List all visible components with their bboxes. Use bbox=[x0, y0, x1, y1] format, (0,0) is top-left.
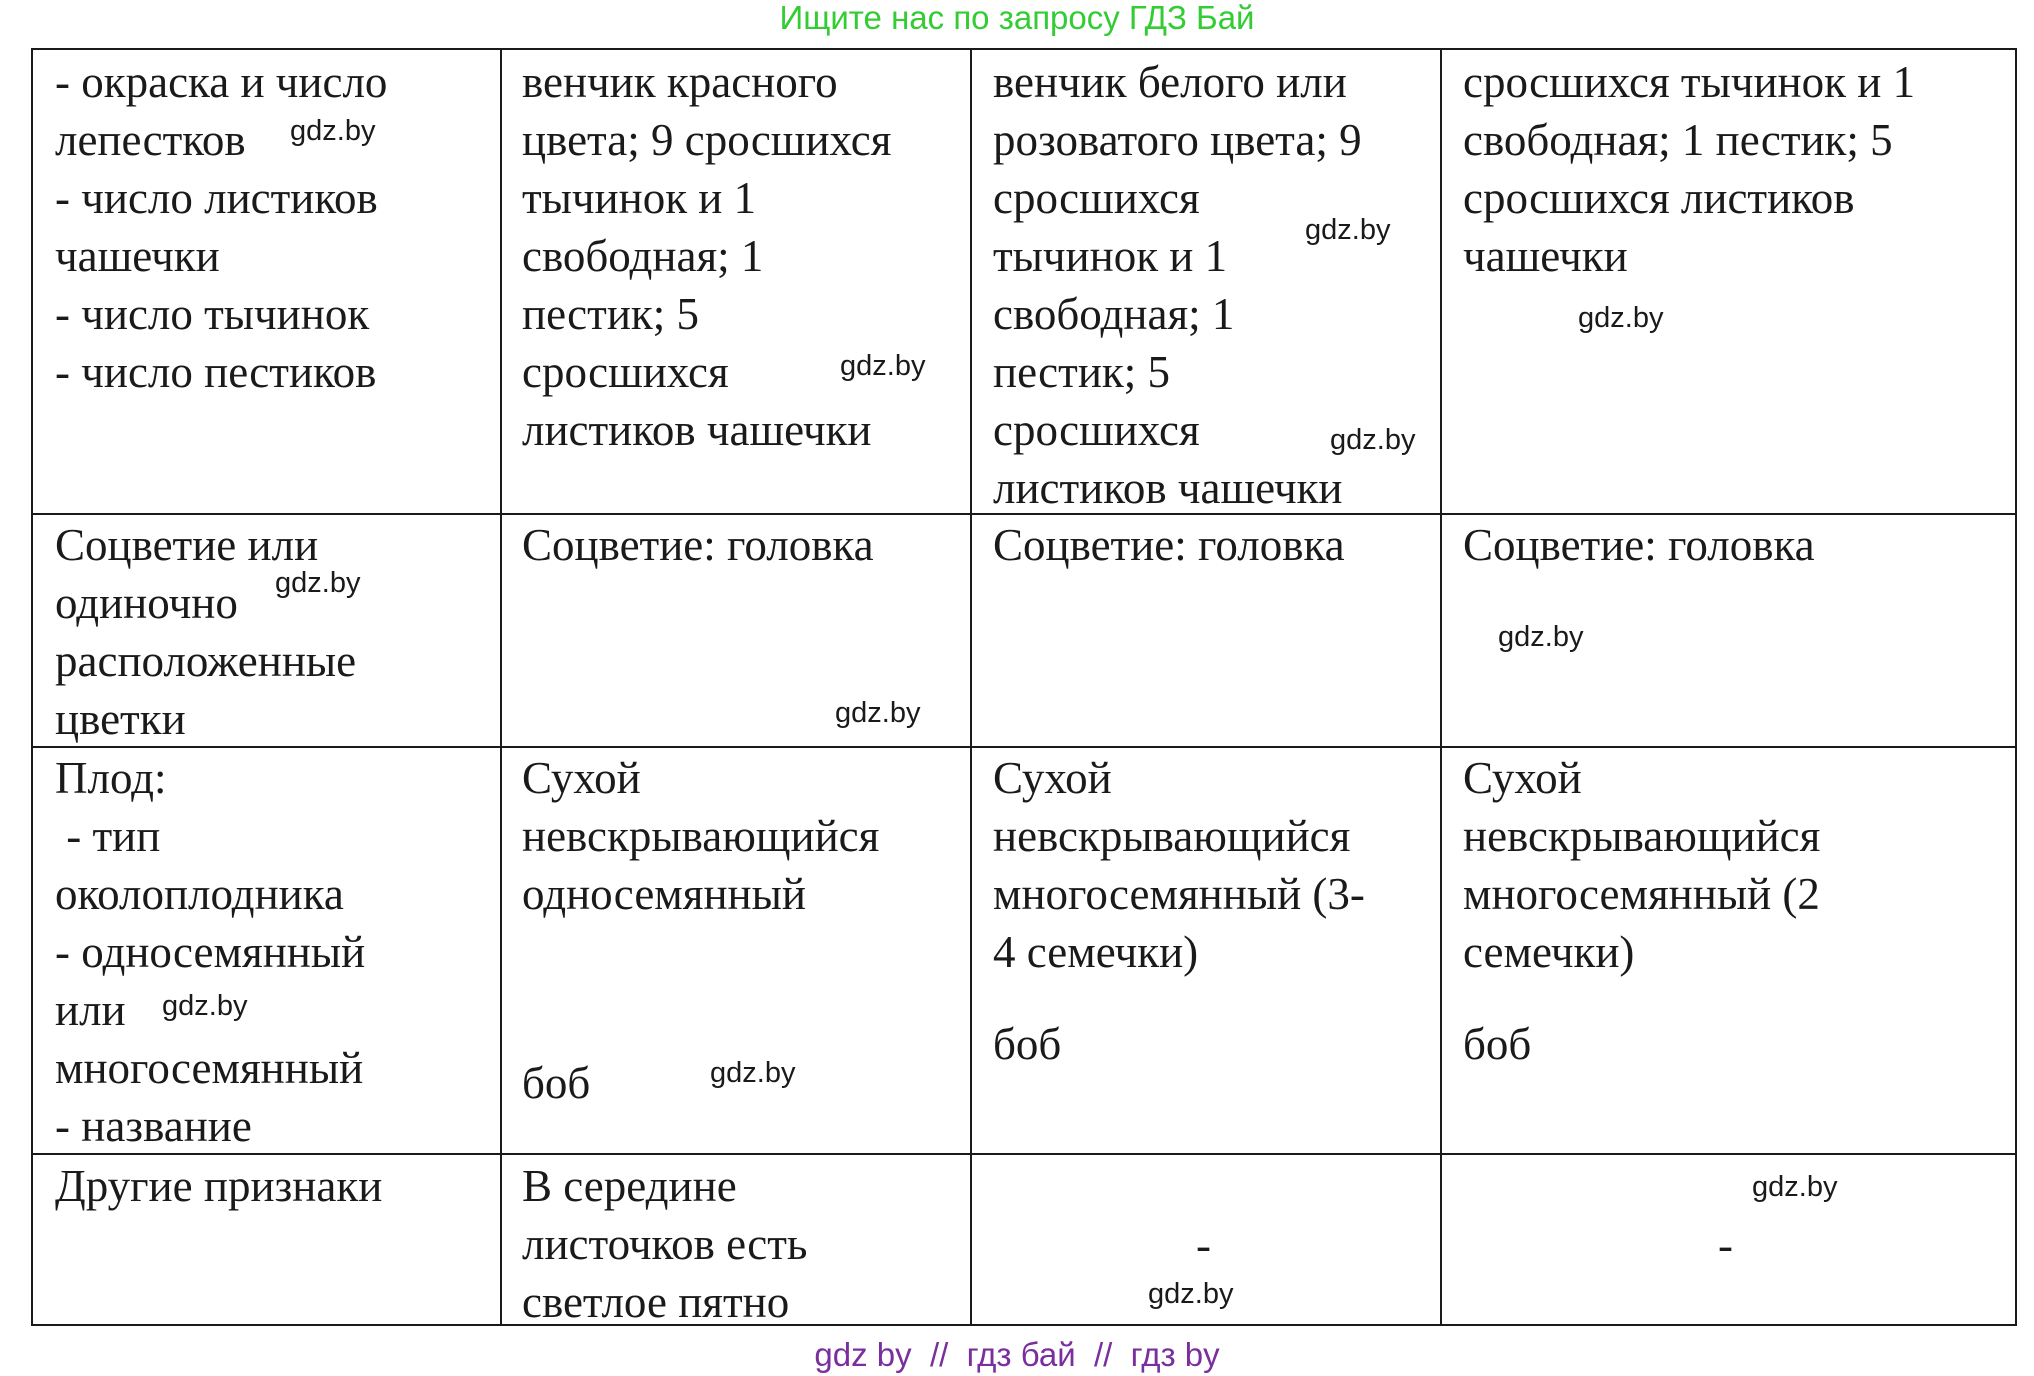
cell-line: околоплодника bbox=[55, 869, 344, 919]
cell-line: листочков есть bbox=[522, 1219, 808, 1269]
table-cell-r2-c1 bbox=[55, 516, 356, 748]
cell-line: тычинок и 1 bbox=[993, 231, 1228, 281]
cell-line: многосемянный bbox=[55, 1043, 364, 1093]
fruit-name: боб bbox=[522, 1058, 591, 1108]
table-cell-r1-c3 bbox=[993, 53, 1362, 517]
table-cell-r3-c2 bbox=[522, 749, 879, 923]
cell-line: - число листиков bbox=[55, 173, 378, 223]
cell-line: - окраска и число bbox=[55, 57, 388, 107]
cell-line: венчик красного bbox=[522, 57, 838, 107]
cell-line: Соцветие или bbox=[55, 520, 319, 570]
cell-line: - название bbox=[55, 1101, 252, 1151]
table-cell-r4-c1 bbox=[55, 1157, 382, 1215]
cell-line: сросшихся bbox=[993, 405, 1200, 455]
cell-line: невскрывающийся bbox=[993, 811, 1351, 861]
watermark: gdz.by bbox=[1330, 424, 1416, 456]
fruit-name: боб bbox=[1463, 1019, 1532, 1069]
watermark: gdz.by bbox=[162, 990, 248, 1022]
table-cell-r1-c4 bbox=[1463, 53, 1915, 285]
cell-line: чашечки bbox=[1463, 231, 1628, 281]
cell-line: Сухой bbox=[522, 753, 641, 803]
footer-links[interactable]: gdz by // гдз бай // гдз by bbox=[814, 1336, 1220, 1373]
cell-line: Сухой bbox=[1463, 753, 1582, 803]
cell-line: многосемянный (3- bbox=[993, 869, 1365, 919]
cell-line: невскрывающийся bbox=[522, 811, 880, 861]
cell-line: цвета; 9 сросшихся bbox=[522, 115, 892, 165]
table-cell-r1-c1 bbox=[55, 53, 387, 401]
cell-line: Плод: bbox=[55, 753, 167, 803]
cell-line: лепестков bbox=[55, 115, 246, 165]
cell-line: односемянный bbox=[522, 869, 806, 919]
cell-line: розоватого цвета; 9 bbox=[993, 115, 1362, 165]
watermark: gdz.by bbox=[835, 697, 921, 729]
cell-line: многосемянный (2 bbox=[1463, 869, 1820, 919]
cell-line: свободная; 1 bbox=[522, 231, 764, 281]
cell-line: сросшихся bbox=[522, 347, 729, 397]
watermark: gdz.by bbox=[1752, 1171, 1838, 1203]
table-cell-r3-c3 bbox=[993, 749, 1365, 981]
top-banner[interactable]: Ищите нас по запросу ГДЗ Бай bbox=[779, 0, 1255, 36]
cell-line: семечки) bbox=[1463, 927, 1635, 977]
watermark: gdz.by bbox=[1498, 621, 1584, 653]
cell-line: 4 семечки) bbox=[993, 927, 1199, 977]
cell-line: В середине bbox=[522, 1161, 737, 1211]
table-cell-r2-c3 bbox=[993, 516, 1345, 574]
cell-line: - число пестиков bbox=[55, 347, 377, 397]
table-cell-r4-c3: - bbox=[1196, 1220, 1211, 1270]
cell-line: тычинок и 1 bbox=[522, 173, 757, 223]
cell-line: свободная; 1 bbox=[993, 289, 1235, 339]
cell-line: листиков чашечки bbox=[522, 405, 872, 455]
cell-line: пестик; 5 bbox=[522, 289, 700, 339]
fruit-name: боб bbox=[993, 1019, 1062, 1069]
watermark: gdz.by bbox=[1148, 1278, 1234, 1310]
table-column-divider bbox=[970, 50, 972, 1324]
watermark: gdz.by bbox=[710, 1057, 796, 1089]
table-cell-r4-c2 bbox=[522, 1157, 807, 1331]
cell-line: - тип bbox=[55, 811, 161, 861]
table-cell-r2-c4 bbox=[1463, 516, 1815, 574]
table-cell-r3-c1 bbox=[55, 749, 365, 1155]
table-cell-r1-c2 bbox=[522, 53, 891, 459]
cell-line: листиков чашечки bbox=[993, 463, 1343, 513]
table-cell-r4-c4: - bbox=[1718, 1220, 1733, 1270]
table-column-divider bbox=[1440, 50, 1442, 1324]
cell-line: светлое пятно bbox=[522, 1277, 790, 1327]
table-cell-r3-c4 bbox=[1463, 749, 1820, 981]
cell-line: Соцветие: головка bbox=[1463, 520, 1815, 570]
cell-line: сросшихся тычинок и 1 bbox=[1463, 57, 1916, 107]
watermark: gdz.by bbox=[290, 115, 376, 147]
cell-line: одиночно bbox=[55, 578, 238, 628]
cell-line: Сухой bbox=[993, 753, 1112, 803]
cell-line: Соцветие: головка bbox=[522, 520, 874, 570]
cell-line: Соцветие: головка bbox=[993, 520, 1345, 570]
table-cell-r2-c2 bbox=[522, 516, 874, 574]
cell-line: цветки bbox=[55, 694, 186, 744]
cell-line: расположенные bbox=[55, 636, 357, 686]
cell-line: Другие признаки bbox=[55, 1161, 383, 1211]
cell-line: свободная; 1 пестик; 5 bbox=[1463, 115, 1893, 165]
cell-line: - односемянный bbox=[55, 927, 366, 977]
watermark: gdz.by bbox=[1305, 214, 1391, 246]
cell-line: невскрывающийся bbox=[1463, 811, 1821, 861]
cell-line: пестик; 5 bbox=[993, 347, 1171, 397]
watermark: gdz.by bbox=[1578, 302, 1664, 334]
cell-line: сросшихся листиков bbox=[1463, 173, 1855, 223]
cell-line: сросшихся bbox=[993, 173, 1200, 223]
watermark: gdz.by bbox=[840, 350, 926, 382]
cell-line: - число тычинок bbox=[55, 289, 370, 339]
cell-line: венчик белого или bbox=[993, 57, 1347, 107]
cell-line: или bbox=[55, 985, 126, 1035]
watermark: gdz.by bbox=[275, 567, 361, 599]
cell-line: чашечки bbox=[55, 231, 220, 281]
table-column-divider bbox=[500, 50, 502, 1324]
